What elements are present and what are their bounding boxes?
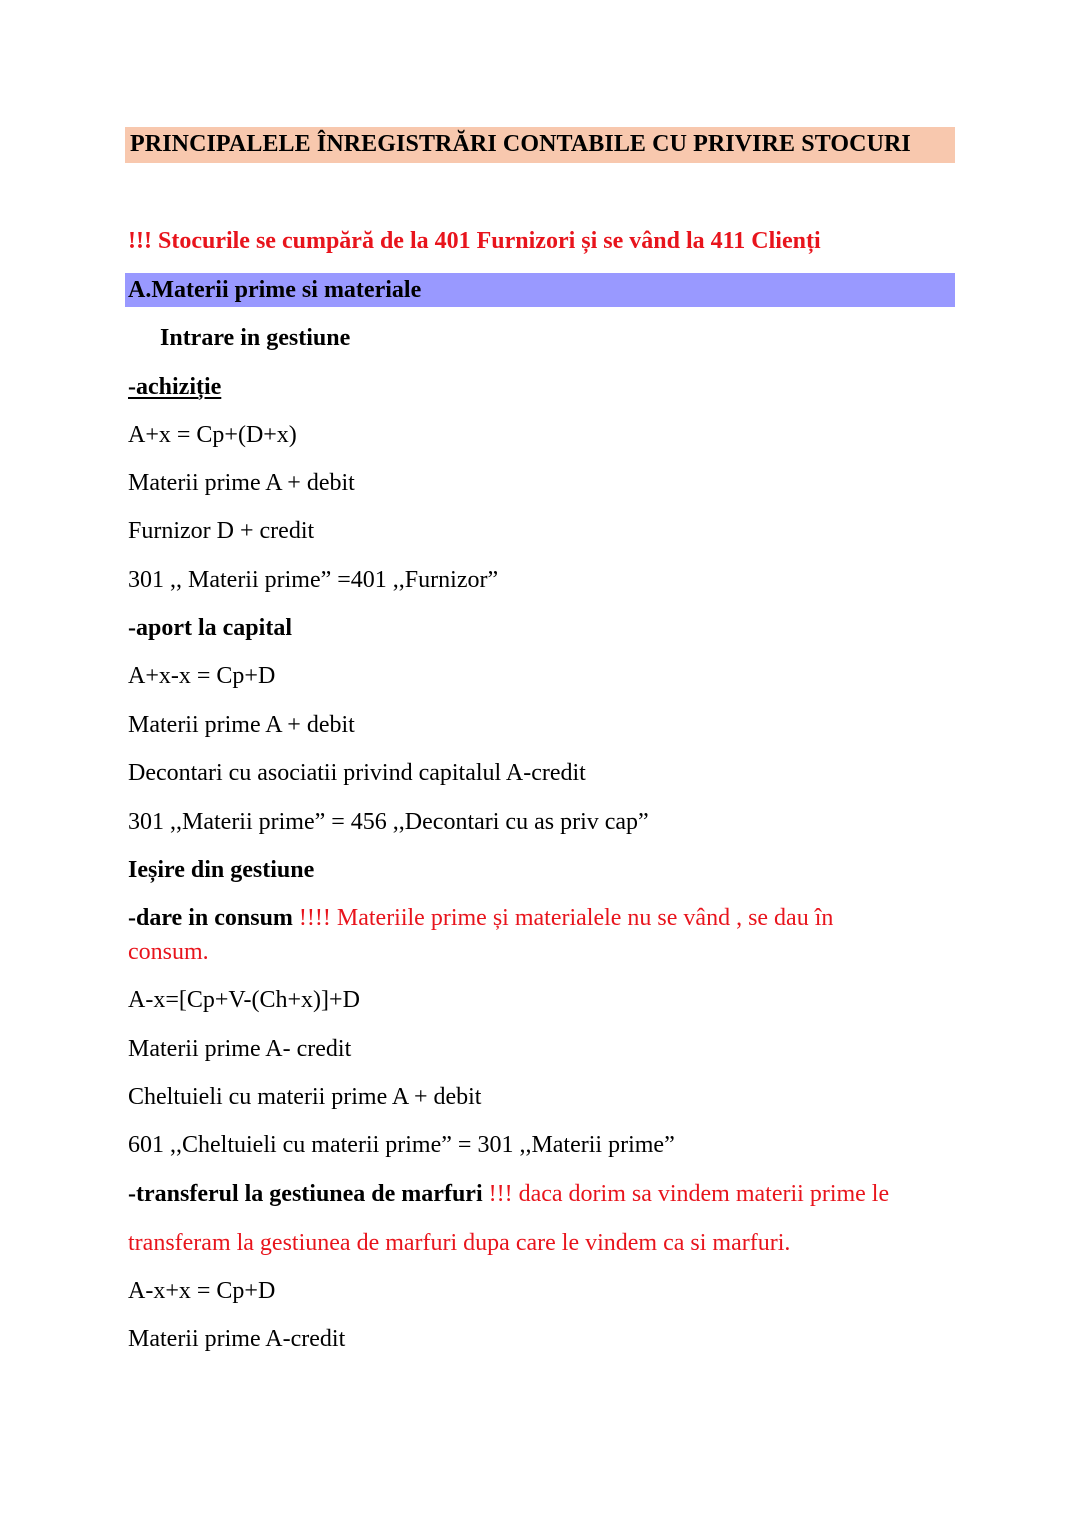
equation-aport: A+x-x = Cp+D	[128, 663, 276, 689]
consum-note-cont: consum.	[128, 939, 209, 965]
label-aport: -aport la capital	[128, 615, 292, 641]
document-title: PRINCIPALELE ÎNREGISTRĂRI CONTABILE CU PRIVIRE STOCURI	[130, 131, 911, 157]
subheading-intrare: Intrare in gestiune	[160, 325, 351, 351]
consum-note: !!!! Materiile prime și materialele nu se vând , se dau în	[298, 905, 834, 931]
consum-line	[128, 903, 833, 933]
text-line: Materii prime A-credit	[128, 1326, 346, 1352]
equation-consum: A-x=[Cp+V-(Ch+x)]+D	[128, 987, 360, 1013]
text-line: Cheltuieli cu materii prime A + debit	[128, 1084, 482, 1110]
label-achizitie: -achiziție	[128, 374, 222, 400]
transfer-note-cont: transferam la gestiunea de marfuri dupa care le vindem ca si marfuri.	[128, 1230, 791, 1256]
accounting-entry: 301 ,,Materii prime” = 456 ,,Decontari cu as priv cap”	[128, 809, 649, 835]
accounting-entry: 301 ,, Materii prime” =401 ,,Furnizor”	[128, 567, 499, 593]
text-line: Materii prime A + debit	[128, 712, 355, 738]
label-consum: -dare in consum	[128, 905, 293, 931]
text-line: Decontari cu asociatii privind capitalul A-credit	[128, 760, 586, 786]
subheading-iesire: Ieșire din gestiune	[128, 857, 315, 883]
section-a-heading: A.Materii prime si materiale	[128, 277, 422, 303]
text-line: Materii prime A + debit	[128, 470, 355, 496]
accounting-entry: 601 ,,Cheltuieli cu materii prime” = 301 ,,Materii prime”	[128, 1132, 675, 1158]
text-line: Furnizor D + credit	[128, 518, 315, 544]
equation-achizitie: A+x = Cp+(D+x)	[128, 422, 297, 448]
label-transfer: -transferul la gestiunea de marfuri	[128, 1181, 483, 1207]
equation-transfer: A-x+x = Cp+D	[128, 1278, 276, 1304]
top-note: !!! Stocurile se cumpără de la 401 Furnizori și se vând la 411 Clienți	[128, 228, 821, 254]
transfer-note: !!! daca dorim sa vindem materii prime le	[488, 1181, 890, 1207]
transfer-line	[128, 1179, 889, 1209]
text-line: Materii prime A- credit	[128, 1036, 352, 1062]
